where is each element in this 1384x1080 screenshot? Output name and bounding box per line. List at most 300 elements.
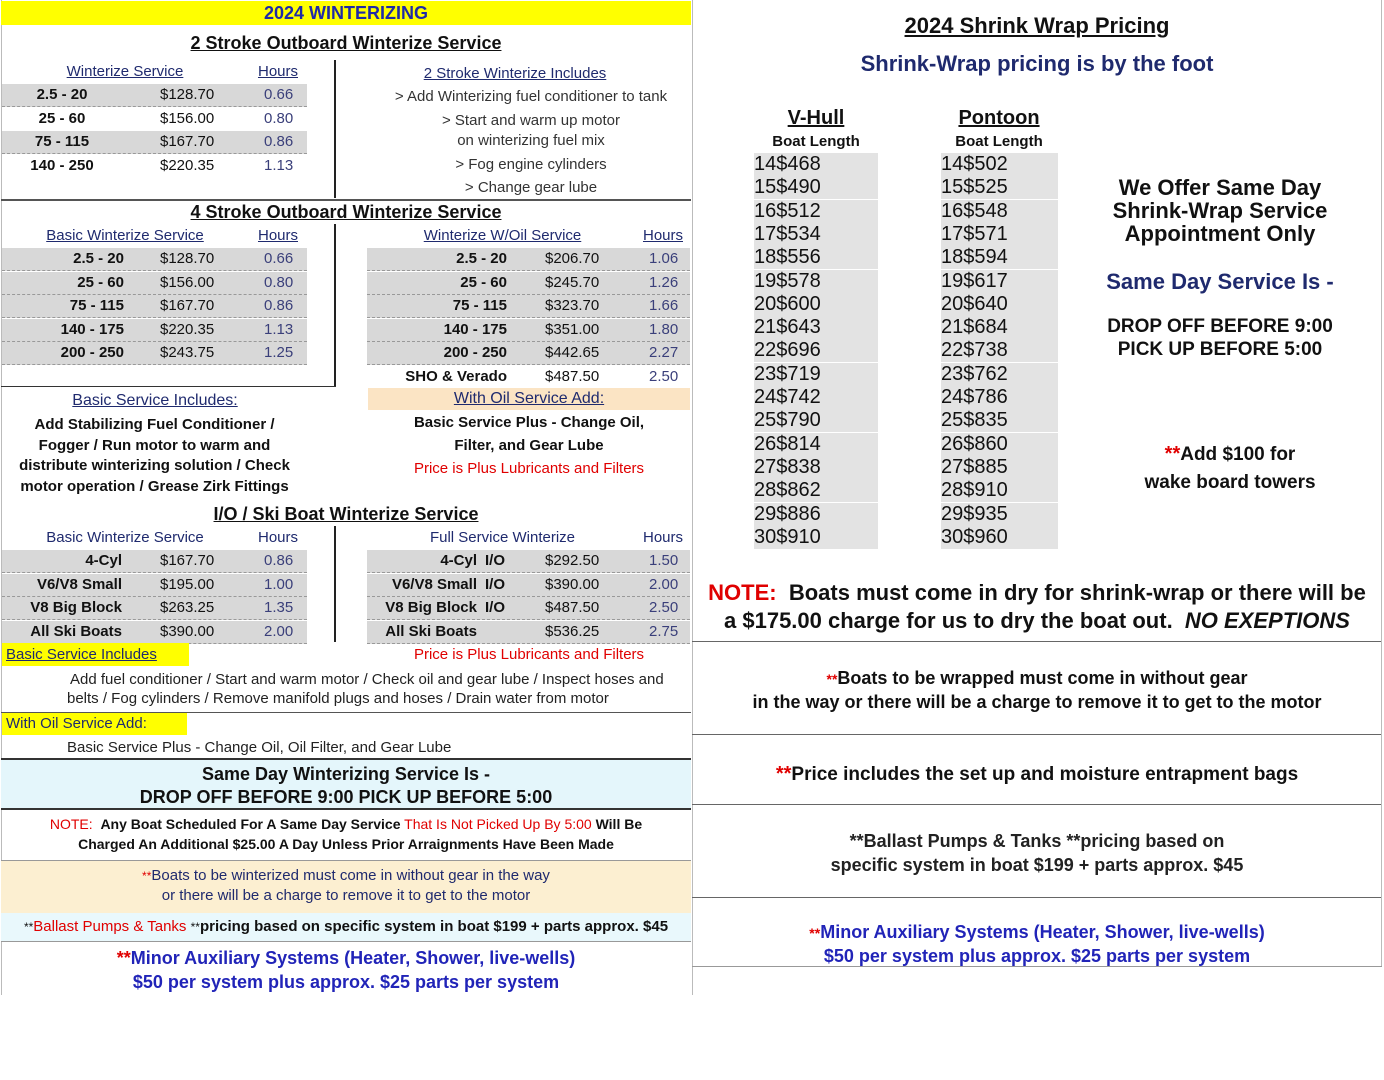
row-length: 28 [941, 479, 964, 502]
table-row [2, 342, 307, 365]
row-length: 22 [754, 339, 777, 362]
row-hours: 0.86 [264, 552, 294, 569]
row-length: 22 [941, 339, 964, 362]
row-length: 14 [754, 153, 777, 175]
row-length: 17 [754, 222, 777, 245]
row-length: 21 [941, 316, 964, 339]
row-hours: 0.66 [264, 250, 294, 267]
row-price: $502 [963, 153, 1008, 175]
table-row [367, 319, 690, 342]
row-length: 18 [754, 246, 777, 269]
table-row [941, 200, 1058, 224]
tower-text [1080, 440, 1380, 497]
row-hours: 0.80 [264, 109, 294, 127]
four-stroke-title: 4 Stroke Outboard Winterize Service [190, 202, 502, 222]
divider [1, 199, 691, 201]
table-row [754, 503, 878, 527]
row-price: $487.50 [545, 599, 600, 616]
io-title: I/O / Ski Boat Winterize Service [213, 504, 479, 524]
wrap-gear-text1: Boats to be wrapped must come in without gear [837, 668, 1248, 688]
aux-line2: $50 per system plus approx. $25 parts per system [132, 972, 560, 992]
row-range: 25 - 60 [38, 109, 86, 127]
table-row [367, 272, 690, 295]
table-row [941, 316, 1058, 340]
dry-note-emph: NO EXEPTIONS [1184, 608, 1350, 633]
table-row [2, 84, 307, 107]
basic-includes-line: distribute winterizing solution / Check [19, 457, 290, 474]
row-price: $167.70 [160, 297, 215, 314]
oil-add-line: Filter, and Gear Lube [454, 437, 604, 454]
row-hours: 1.66 [649, 297, 679, 314]
row-price: $643 [776, 316, 821, 339]
row-range: 75 - 115 [34, 133, 90, 150]
table-row [754, 339, 878, 363]
row-range: 25 - 60 [460, 273, 507, 291]
table-row [367, 621, 690, 644]
divider [692, 897, 1382, 898]
dry-note-line1 [692, 579, 1382, 607]
row-range: All Ski Boats [30, 622, 122, 640]
same-day-box [1, 758, 691, 810]
drop-off-text: DROP OFF BEFORE 9:00 [1107, 316, 1333, 337]
basic-includes-line: Fogger / Run motor to warm and [38, 436, 271, 454]
row-range: All Ski Boats [385, 622, 477, 640]
row-range: 140 - 175 [443, 320, 507, 338]
row-range: 4-Cyl [85, 552, 122, 569]
row-price: $600 [776, 292, 821, 315]
row-price: $351.00 [545, 320, 600, 338]
shrink-aux-line2: $50 per system plus approx. $25 parts per system [823, 946, 1251, 966]
table-row [941, 293, 1058, 317]
io-basic-includes-label: Basic Service Includes [2, 643, 189, 666]
tower-stars: ** [1164, 443, 1181, 465]
setup-note [692, 763, 1382, 786]
row-price: $442.65 [545, 344, 600, 361]
row-length: 29 [941, 502, 964, 525]
gear-stars: ** [142, 869, 152, 883]
note-part2: That Is Not Picked Up By 5:00 [404, 816, 592, 832]
row-price: $719 [776, 362, 821, 385]
row-price: $578 [776, 269, 821, 292]
table-row [941, 176, 1058, 200]
row-length: 14 [941, 153, 964, 175]
table-row [754, 456, 878, 480]
row-hours: 1.13 [264, 320, 294, 338]
dry-note-label: NOTE: [708, 580, 777, 605]
gear-box [1, 860, 691, 914]
table-row [941, 270, 1058, 294]
row-price: $762 [963, 362, 1008, 385]
io-full-note: Price is Plus Lubricants and Filters [413, 646, 645, 663]
table-row [2, 574, 307, 597]
row-price: $390.00 [545, 575, 600, 593]
note-part3: Will Be [595, 816, 643, 832]
row-price: $814 [776, 432, 821, 455]
row-price: $128.70 [160, 86, 215, 103]
row-length: 23 [754, 362, 777, 385]
table-row [2, 272, 307, 295]
shrink-aux-line1 [692, 921, 1382, 945]
row-price: $534 [776, 222, 821, 245]
table-row [941, 479, 1058, 503]
row-tag: I/O [485, 575, 506, 593]
row-hours: 0.86 [264, 297, 294, 314]
row-price: $292.50 [545, 552, 600, 569]
divider [692, 734, 1382, 735]
ballast-text: pricing based on specific system in boat $199 + parts approx. $45 [199, 918, 669, 935]
row-hours: 2.50 [649, 599, 679, 616]
dry-note-text1: Boats must come in dry for shrink-wrap or there will be [788, 580, 1366, 605]
divider [334, 526, 336, 642]
table-row [754, 409, 878, 433]
row-range: 25 - 60 [77, 273, 124, 291]
row-price: $390.00 [160, 622, 215, 640]
row-length: 26 [941, 432, 964, 455]
row-hours: 1.06 [649, 250, 679, 267]
row-price: $790 [776, 409, 821, 432]
row-price: $571 [963, 222, 1008, 245]
shrink-subtitle: Shrink-Wrap pricing is by the foot [860, 51, 1214, 76]
vhull-boat-length: Boat Length [772, 133, 860, 150]
table-row [941, 433, 1058, 457]
gear-line1 [1, 867, 691, 884]
table-row [367, 366, 690, 388]
right-panel-border [1381, 0, 1382, 967]
divider [692, 804, 1382, 805]
offer-line1: We Offer Same Day [1118, 175, 1322, 200]
includes-item: on winterizing fuel mix [457, 132, 605, 149]
row-range: SHO & Verado [405, 367, 507, 385]
row-range: 2.5 - 20 [36, 86, 88, 103]
row-price: $490 [776, 176, 821, 199]
io-full-hours-header: Hours [642, 529, 683, 546]
row-hours: 0.80 [264, 273, 294, 291]
oil-add-line: Basic Service Plus - Change Oil, [413, 414, 645, 431]
row-range: V8 Big Block [385, 599, 477, 616]
row-length: 18 [941, 246, 964, 269]
tower-line1 [1080, 440, 1380, 469]
row-hours: 0.66 [264, 86, 294, 103]
row-range: 75 - 115 [69, 297, 124, 314]
row-price: $167.70 [160, 552, 215, 569]
row-length: 28 [754, 479, 777, 502]
divider [334, 60, 336, 198]
note-part1: Any Boat Scheduled For A Same Day Service [100, 816, 401, 832]
row-length: 27 [941, 455, 964, 478]
row-range: 140 - 175 [60, 320, 124, 338]
io-basic-includes-line1: Add fuel conditioner / Start and warm motor / Check oil and gear lube / Inspect hoses and [70, 671, 664, 688]
table-row [941, 246, 1058, 270]
table-row [367, 342, 690, 365]
table-row [941, 153, 1058, 177]
row-length: 19 [754, 269, 777, 292]
same-day-line1: Same Day Winterizing Service Is - [202, 764, 490, 784]
row-price: $525 [963, 176, 1008, 199]
row-length: 16 [754, 199, 777, 222]
row-hours: 2.75 [649, 622, 679, 640]
row-price: $594 [963, 246, 1008, 269]
aux-box [1, 948, 691, 993]
row-length: 25 [754, 409, 777, 432]
offer-text [1070, 176, 1370, 245]
io-basic-includes-line2: belts / Fog cylinders / Remove manifold plugs and hoses / Drain water from motor [67, 690, 609, 707]
dry-note-text2: a $175.00 charge for us to dry the boat out. [724, 608, 1173, 633]
row-hours: 2.00 [649, 575, 679, 593]
row-length: 21 [754, 316, 777, 339]
row-price: $206.70 [545, 250, 600, 267]
offer-line3: Appointment Only [1124, 221, 1316, 246]
table-row [754, 386, 878, 410]
row-hours: 2.27 [649, 344, 679, 361]
row-price: $156.00 [160, 109, 215, 127]
pontoon-header: Pontoon [958, 107, 1040, 129]
row-range: 140 - 250 [30, 156, 94, 174]
setup-stars: ** [775, 763, 792, 785]
row-range: 2.5 - 20 [456, 250, 507, 267]
row-length: 23 [941, 362, 964, 385]
two-stroke-includes-title: 2 Stroke Winterize Includes [423, 65, 607, 82]
row-hours: 1.26 [649, 273, 679, 291]
row-price: $167.70 [160, 133, 215, 150]
table-row [754, 526, 878, 550]
gear-line2: or there will be a charge to remove it to get to the motor [161, 887, 531, 904]
two-stroke-col-service: Winterize Service [66, 63, 184, 80]
two-stroke-col-hours: Hours [257, 63, 298, 80]
row-hours: 1.80 [649, 320, 679, 338]
row-price: $548 [963, 199, 1008, 222]
row-price: $835 [963, 409, 1008, 432]
row-length: 16 [941, 199, 964, 222]
table-row [941, 386, 1058, 410]
two-stroke-title: 2 Stroke Outboard Winterize Service [190, 33, 502, 53]
row-length: 27 [754, 455, 777, 478]
note-line2: Charged An Additional $25.00 A Day Unless Prior Arraignments Have Been Made [78, 836, 614, 852]
offer-line2: Shrink-Wrap Service [1112, 198, 1328, 223]
row-length: 24 [941, 386, 964, 408]
row-price: $838 [776, 455, 821, 478]
shrink-ballast-line1: **Ballast Pumps & Tanks **pricing based on [849, 831, 1225, 851]
shrink-aux-stars: ** [809, 925, 821, 941]
note-box [1, 810, 691, 860]
row-price: $243.75 [160, 344, 215, 361]
row-price: $885 [963, 455, 1008, 478]
table-row [2, 131, 307, 154]
ballast-stars2: ** [190, 920, 200, 934]
row-price: $684 [963, 316, 1008, 339]
row-length: 20 [941, 292, 964, 315]
dry-note-line2 [692, 607, 1382, 635]
row-range: V8 Big Block [30, 599, 122, 616]
row-price: $512 [776, 199, 821, 222]
row-range: V6/V8 Small [391, 575, 477, 593]
io-full-header: Full Service Winterize [429, 529, 576, 546]
four-stroke-oil-header: Winterize W/Oil Service [423, 227, 582, 244]
shrink-aux-note [692, 921, 1382, 968]
note-line1 [1, 816, 691, 832]
setup-text: Price includes the set up and moisture entrapment bags [791, 764, 1299, 785]
table-row [754, 363, 878, 387]
row-length: 24 [754, 386, 777, 408]
row-price: $910 [963, 479, 1008, 502]
row-length: 19 [941, 269, 964, 292]
table-row [754, 246, 878, 270]
row-hours: 1.50 [649, 552, 679, 569]
aux-stars: ** [116, 948, 131, 968]
dry-note [692, 579, 1382, 635]
wrap-gear-line1 [692, 667, 1382, 691]
row-price: $128.70 [160, 250, 215, 267]
table-row [754, 270, 878, 294]
basic-includes-title: Basic Service Includes: [72, 392, 238, 409]
row-length: 30 [941, 525, 964, 548]
divider [692, 641, 1382, 642]
row-price: $786 [963, 386, 1008, 408]
row-price: $742 [776, 386, 821, 408]
row-price: $935 [963, 502, 1008, 525]
row-price: $910 [776, 525, 821, 548]
row-range: 4-Cyl [440, 552, 477, 569]
row-length: 15 [754, 176, 777, 199]
table-row [754, 479, 878, 503]
io-hours-header: Hours [257, 529, 298, 546]
row-length: 15 [941, 176, 964, 199]
row-hours: 2.00 [264, 622, 294, 640]
includes-item: > Add Winterizing fuel conditioner to tank [394, 88, 668, 105]
wrap-gear-note [692, 667, 1382, 714]
table-row [754, 316, 878, 340]
table-row [367, 248, 690, 271]
row-price: $220.35 [160, 320, 215, 338]
shrink-title: 2024 Shrink Wrap Pricing [904, 13, 1170, 38]
divider [334, 224, 336, 386]
table-row [941, 456, 1058, 480]
divider [1, 386, 336, 387]
row-range: 75 - 115 [452, 297, 507, 314]
shrink-aux-text1: Minor Auxiliary Systems (Heater, Shower, live-wells) [820, 922, 1265, 942]
row-price: $640 [963, 292, 1008, 315]
table-row [754, 293, 878, 317]
table-row [367, 550, 690, 573]
row-price: $245.70 [545, 273, 600, 291]
wrap-gear-stars: ** [826, 671, 838, 687]
table-row [2, 621, 307, 644]
row-price: $886 [776, 502, 821, 525]
table-row [2, 597, 307, 620]
divider [692, 966, 1382, 967]
row-price: $195.00 [160, 575, 215, 593]
four-stroke-hours-header: Hours [257, 227, 298, 244]
row-price: $617 [963, 269, 1008, 292]
row-length: 29 [754, 502, 777, 525]
row-range: V6/V8 Small [36, 575, 122, 593]
row-hours: 1.00 [264, 575, 294, 593]
table-row [2, 248, 307, 271]
row-hours: 0.86 [264, 133, 294, 150]
note-label: NOTE: [49, 816, 93, 832]
row-price: $263.25 [160, 599, 215, 616]
row-hours: 1.35 [264, 599, 294, 616]
row-price: $960 [963, 525, 1008, 548]
oil-add-title: With Oil Service Add: [368, 388, 690, 410]
basic-includes-line: motor operation / Grease Zirk Fittings [20, 477, 289, 495]
gear-text1: Boats to be winterized must come in without gear in the way [151, 867, 550, 884]
row-price: $487.50 [545, 367, 600, 385]
four-stroke-basic-header: Basic Winterize Service [46, 227, 204, 244]
row-length: 20 [754, 292, 777, 315]
table-row [941, 339, 1058, 363]
oil-add-note: Price is Plus Lubricants and Filters [413, 460, 645, 477]
table-row [2, 550, 307, 573]
row-range: 200 - 250 [443, 344, 507, 361]
table-row [2, 155, 307, 177]
ballast-label: Ballast Pumps & Tanks [33, 918, 187, 935]
aux-text1: Minor Auxiliary Systems (Heater, Shower, live-wells) [130, 948, 576, 968]
includes-item: > Fog engine cylinders [455, 156, 607, 173]
shrink-ballast-line2: specific system in boat $199 + parts approx. $45 [830, 855, 1244, 875]
row-hours: 2.50 [649, 367, 679, 385]
includes-item: > Change gear lube [464, 179, 598, 196]
table-row [2, 108, 307, 130]
pick-up-text: PICK UP BEFORE 5:00 [1117, 339, 1323, 360]
row-length: 26 [754, 432, 777, 455]
table-row [941, 409, 1058, 433]
row-tag: I/O [485, 599, 506, 616]
row-price: $738 [963, 339, 1008, 362]
table-row [367, 295, 690, 318]
row-length: 30 [754, 525, 777, 548]
row-price: $696 [776, 339, 821, 362]
same-day-line2: DROP OFF BEFORE 9:00 PICK UP BEFORE 5:00 [139, 787, 553, 807]
row-price: $220.35 [160, 156, 215, 174]
table-row [2, 319, 307, 342]
table-row [754, 223, 878, 247]
io-basic-header: Basic Winterize Service [46, 529, 204, 546]
row-price: $156.00 [160, 273, 215, 291]
table-row [754, 200, 878, 224]
row-price: $323.70 [545, 297, 600, 314]
shrink-ballast-note [692, 829, 1382, 877]
vhull-header: V-Hull [787, 107, 845, 129]
wrap-gear-line2: in the way or there will be a charge to remove it to get to the motor [752, 692, 1322, 712]
row-hours: 1.25 [264, 344, 294, 361]
table-row [941, 363, 1058, 387]
tower-text1: Add $100 for [1180, 444, 1296, 465]
row-price: $536.25 [545, 622, 600, 640]
row-price: $556 [776, 246, 821, 269]
table-row [941, 526, 1058, 550]
table-row [2, 295, 307, 318]
row-length: 25 [941, 409, 964, 432]
row-tag: I/O [485, 552, 506, 569]
table-row [367, 597, 690, 620]
row-price: $860 [963, 432, 1008, 455]
four-stroke-oil-hours-header: Hours [642, 227, 683, 244]
same-day-service-title: Same Day Service Is - [1106, 269, 1334, 294]
table-row [754, 433, 878, 457]
table-row [754, 176, 878, 200]
pontoon-boat-length: Boat Length [955, 133, 1043, 150]
row-price: $862 [776, 479, 821, 502]
winterizing-banner: 2024 WINTERIZING [1, 1, 691, 25]
tower-line2: wake board towers [1144, 472, 1316, 493]
table-row [754, 153, 878, 177]
row-price: $468 [776, 153, 821, 175]
ballast-stars1: ** [23, 920, 34, 934]
row-hours: 1.13 [264, 156, 294, 174]
row-range: 2.5 - 20 [73, 250, 124, 267]
table-row [941, 223, 1058, 247]
includes-item: > Start and warm up motor [442, 112, 620, 129]
